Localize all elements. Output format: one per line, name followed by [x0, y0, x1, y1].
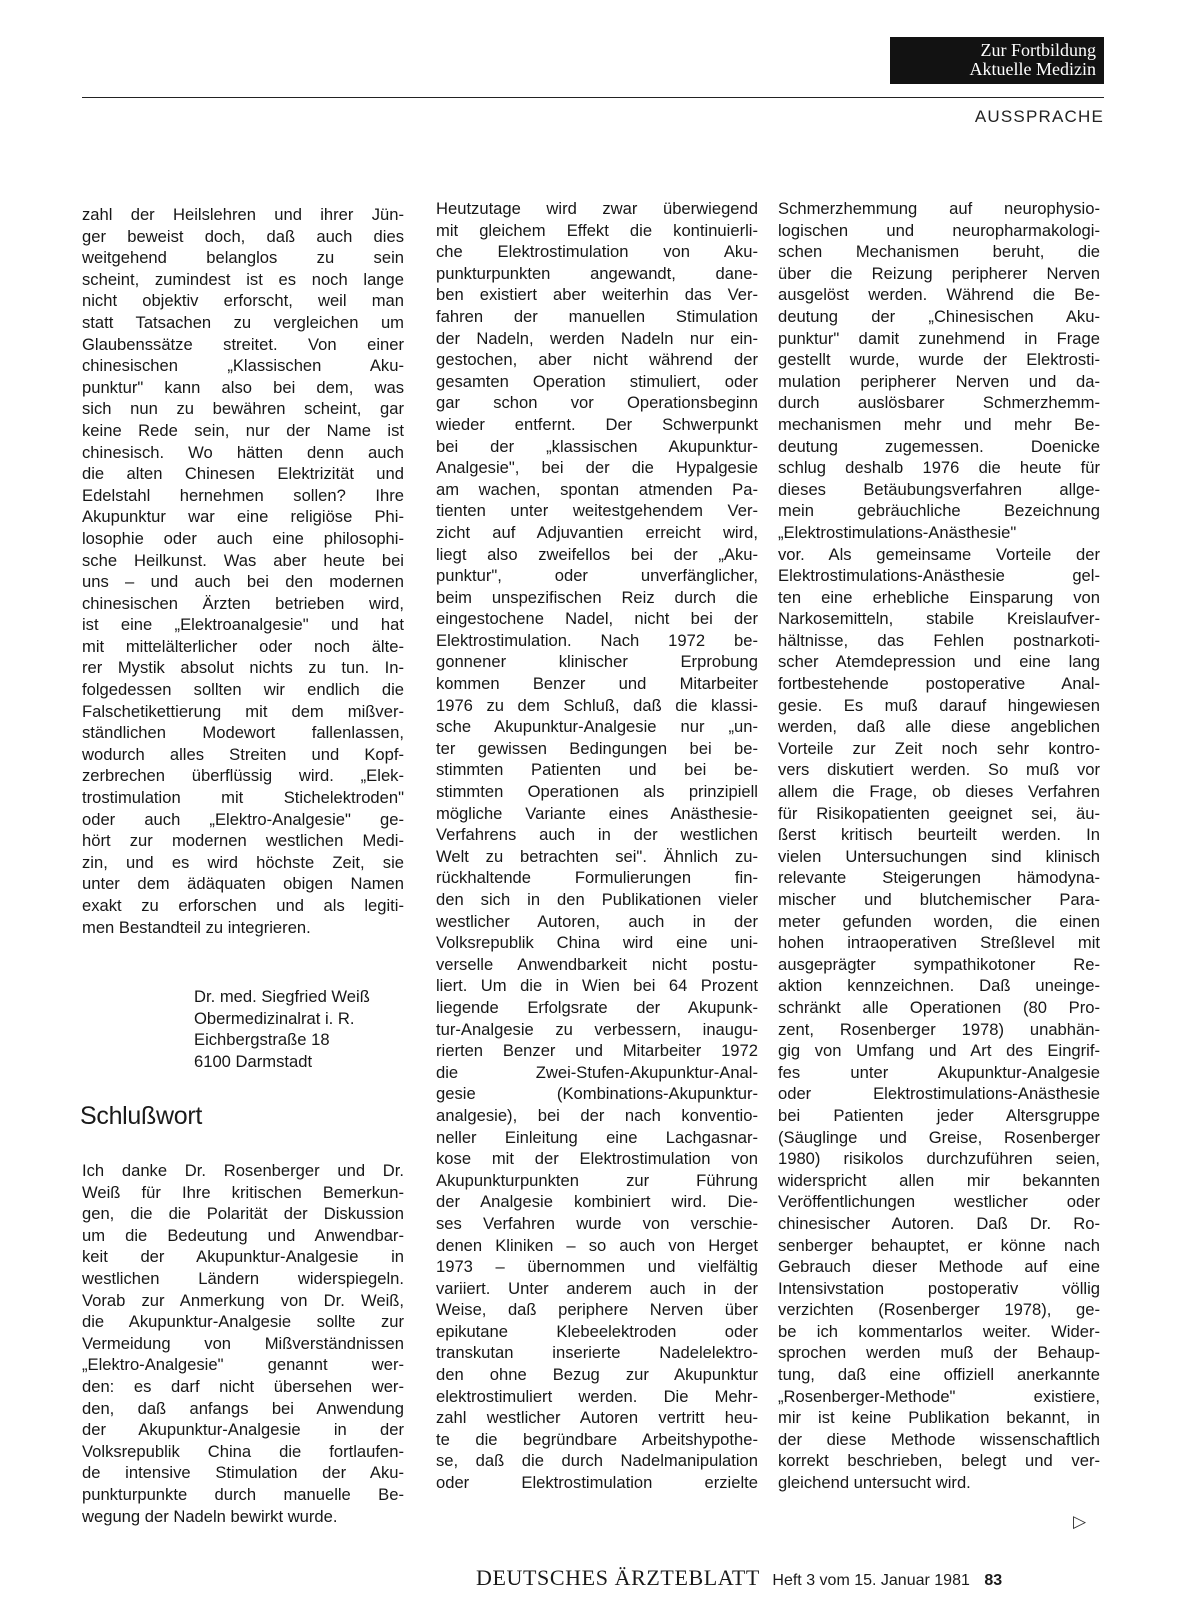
section-tag-line2: Aktuelle Medizin	[969, 59, 1096, 79]
text-line: Veröffentlichungen westlicher oder	[778, 1192, 1100, 1212]
text-line: gesie (Kombinations-Akupunktur-	[436, 1084, 758, 1104]
text-line: Weiß für Ihre kritischen Bemerkun-	[82, 1182, 404, 1202]
text-line: relevante Steigerungen hämodyna-	[778, 868, 1100, 888]
text-line: ßerst kritisch beurteilt werden. In	[778, 825, 1100, 845]
text-line: punktur" damit zunehmend in Frage	[778, 328, 1100, 348]
text-line: den ohne Bezug zur Akupunktur	[436, 1365, 758, 1385]
text-line: (Säuglinge und Greise, Rosenberger	[778, 1127, 1100, 1147]
text-line: trostimulation mit Stichelektroden"	[82, 788, 404, 808]
text-line: sche Akupunktur-Analgesie nur „un-	[436, 717, 758, 737]
text-line: der Akupunktur-Analgesie in der	[82, 1420, 404, 1440]
text-line: chinesischen „Klassischen Aku-	[82, 356, 404, 376]
text-line: westlicher Autoren, auch in der	[436, 911, 758, 931]
text-line: ausgelöst werden. Während die Be-	[778, 285, 1100, 305]
text-line: chinesisch. Wo hätten denn auch	[82, 442, 404, 462]
text-line: die Akupunktur-Analgesie sollte zur	[82, 1312, 404, 1332]
text-line: ausgeprägter sympathikotoner Re-	[778, 954, 1100, 974]
text-line: Welt zu betrachten sei". Ähnlich zu-	[436, 846, 758, 866]
text-line: meter gefunden worden, die einen	[778, 911, 1100, 931]
text-line: vielen Untersuchungen sind klinisch	[778, 846, 1100, 866]
text-line: mögliche Variante eines Anästhesie-	[436, 803, 758, 823]
text-line: mechanismen mehr und mehr Be-	[778, 414, 1100, 434]
header-rule	[82, 97, 1104, 98]
section-tag	[890, 37, 1104, 84]
text-line: men Bestandteil zu integrieren.	[82, 917, 311, 937]
page-number: 83	[984, 1572, 1003, 1589]
text-line: Ich danke Dr. Rosenberger und Dr.	[82, 1161, 404, 1180]
text-line: zent, Rosenberger 1978) unabhän-	[778, 1019, 1100, 1039]
text-line: gesie. Es muß darauf hingewiesen	[778, 695, 1100, 715]
text-line: unter dem ädäquaten obigen Namen	[82, 874, 404, 894]
text-line: statt Tatsachen zu vergleichen um	[82, 312, 404, 332]
text-line: losophie oder auch eine philosophi-	[82, 528, 404, 548]
text-line: mulation peripherer Nerven und da-	[778, 371, 1100, 391]
text-line: tung, daß eine offiziell anerkannte	[778, 1365, 1100, 1385]
text-line: fortbestehende postoperative Anal-	[778, 674, 1100, 694]
text-line: rierten Benzer und Mitarbeiter 1972	[436, 1041, 758, 1061]
text-line: hohen intraoperativen Streßlevel mit	[778, 933, 1100, 953]
text-line: wegung der Nadeln bewirkt wurde.	[82, 1506, 338, 1526]
text-line: gig von Umfang und Art des Eingrif-	[778, 1041, 1100, 1061]
text-line: 1980) risikolos durchzuführen seien,	[778, 1149, 1100, 1169]
text-line: mein gebräuchliche Bezeichnung	[778, 501, 1100, 521]
text-line: gleichend untersucht wird.	[778, 1473, 971, 1493]
text-line: westlichen Ländern widerspiegeln.	[82, 1268, 404, 1288]
text-line: zahl der Heilslehren und ihrer Jün-	[82, 205, 404, 224]
text-line: analgesie), bei der nach konventio-	[436, 1105, 758, 1125]
text-line: stimmten Patienten und bei be-	[436, 760, 758, 780]
text-line: durch auslösbarer Schmerzhemm-	[778, 393, 1100, 413]
text-line: Narkosemitteln, stabile Kreislaufver-	[778, 609, 1100, 629]
text-line: „Elektro-Analgesie" genannt wer-	[82, 1355, 404, 1375]
text-line: am wachen, spontan atmenden Pa-	[436, 479, 758, 499]
signature-street: Eichbergstraße 18	[194, 1030, 330, 1050]
text-line: schlug deshalb 1976 die heute für	[778, 458, 1100, 478]
text-line: bei der „klassischen Akupunktur-	[436, 436, 758, 456]
text-line: de intensive Stimulation der Aku-	[82, 1463, 404, 1483]
text-line: ständlichen Modewort fallenlassen,	[82, 723, 404, 743]
text-line: 1976 zu dem Schluß, daß die klassi-	[436, 695, 758, 715]
text-line: variiert. Unter anderem auch in der	[436, 1278, 758, 1298]
text-line: ist eine „Elektroanalgesie" und hat	[82, 615, 404, 635]
text-line: mit gleichem Effekt die kontinuierli-	[436, 220, 758, 240]
text-line: gar schon vor Operationsbeginn	[436, 393, 758, 413]
text-line: rer Mystik absolut nichts zu tun. In-	[82, 658, 404, 678]
text-line: verzichten (Rosenberger 1978), ge-	[778, 1300, 1100, 1320]
text-line: der Analgesie kombiniert wird. Die-	[436, 1192, 758, 1212]
text-line: tienten unter weitestgehendem Ver-	[436, 501, 758, 521]
text-line: uns – und auch bei den modernen	[82, 572, 404, 592]
text-line: chinesischer Autoren. Daß Dr. Ro-	[778, 1213, 1100, 1233]
text-line: te die begründbare Arbeitshypothe-	[436, 1429, 758, 1449]
closing-heading: Schlußwort	[80, 1102, 203, 1130]
text-line: logischen und neuropharmakologi-	[778, 220, 1100, 240]
text-line: chinesischen Ärzten betrieben wird,	[82, 593, 404, 613]
text-line: beim unspezifischen Reiz durch die	[436, 587, 758, 607]
text-line: wodurch alles Streiten und Kopf-	[82, 744, 404, 764]
text-line: exakt zu erforschen und als legiti-	[82, 896, 404, 915]
text-line: Glaubenssätze streitet. Von einer	[82, 334, 404, 354]
text-line: der Nadeln, werden Nadeln nur ein-	[436, 328, 758, 348]
text-line: punktur", oder unverfänglicher,	[436, 566, 758, 586]
text-line: oder Elektrostimulation erzielte	[436, 1473, 758, 1493]
signature-city: 6100 Darmstadt	[194, 1051, 313, 1071]
text-line: den: es darf nicht übersehen wer-	[82, 1376, 404, 1396]
text-line: Vorteile zur Zeit noch sehr kontro-	[778, 738, 1100, 758]
text-line: liert. Um die in Wien bei 64 Prozent	[436, 976, 758, 996]
text-line: bei Patienten jeder Altersgruppe	[778, 1105, 1100, 1125]
text-line: Edelstahl hernehmen sollen? Ihre	[82, 485, 404, 505]
text-line: nicht objektiv erforscht, weil man	[82, 291, 404, 311]
text-line: be ich kommentarlos weiter. Wider-	[778, 1321, 1100, 1341]
continue-arrow-icon: ▷	[1073, 1512, 1087, 1531]
text-line: zin, und es wird höchste Zeit, sie	[82, 852, 404, 872]
text-line: neller Einleitung eine Lachgasnar-	[436, 1127, 758, 1147]
text-line: weitgehend belanglos zu sein	[82, 248, 404, 268]
text-line: hört zur modernen westlichen Medi-	[82, 831, 404, 851]
text-line: gonnener klinischer Erprobung	[436, 652, 758, 672]
text-line: che Elektrostimulation von Aku-	[436, 242, 758, 262]
text-line: 1973 – übernommen und vielfältig	[436, 1257, 758, 1277]
text-line: oder Elektrostimulations-Anästhesie	[778, 1084, 1100, 1104]
text-line: schränkt alle Operationen (80 Pro-	[778, 997, 1100, 1017]
text-line: se, daß die durch Nadelmanipulation	[436, 1451, 758, 1471]
text-line: Analgesie", bei der die Hypalgesie	[436, 458, 758, 478]
text-line: Falschetikettierung mit dem mißver-	[82, 701, 404, 721]
text-line: Vorab zur Anmerkung von Dr. Weiß,	[82, 1290, 404, 1310]
text-line: gesamten Operation stimuliert, oder	[436, 371, 758, 391]
text-line: gestellt wurde, wurde der Elektrosti-	[778, 350, 1100, 370]
text-line: den, daß anfangs bei Anwendung	[82, 1398, 404, 1418]
text-line: senberger behauptet, er könne nach	[778, 1235, 1100, 1255]
text-line: den sich in den Publikationen vieler	[436, 890, 758, 909]
text-line: ter gewissen Bedingungen bei be-	[436, 738, 758, 758]
text-line: Elektrostimulation. Nach 1972 be-	[436, 630, 758, 650]
text-line: Intensivstation postoperativ völlig	[778, 1278, 1100, 1298]
text-line: sprochen werden muß der Behaup-	[778, 1343, 1100, 1363]
signature	[194, 986, 370, 1072]
text-line: ses Verfahren wurde von verschie-	[436, 1213, 758, 1233]
text-line: gestochen, aber nicht während der	[436, 350, 758, 370]
text-line: Schmerzhemmung auf neurophysio-	[778, 199, 1100, 218]
column-3	[778, 198, 1100, 1494]
text-line: Verfahrens auch in der westlichen	[436, 825, 758, 845]
text-line: ben existiert aber weiterhin das Ver-	[436, 285, 758, 305]
text-line: hältnisse, das Fehlen postnarkoti-	[778, 630, 1100, 650]
text-line: für Risikopatienten geeignet sei, äu-	[778, 803, 1100, 823]
text-line: sich nun zu bewähren scheint, gar	[82, 399, 404, 419]
text-line: fes unter Akupunktur-Analgesie	[778, 1062, 1100, 1082]
text-line: punktur" kann also bei dem, was	[82, 377, 404, 397]
text-line: scher Atemdepression und eine lang	[778, 652, 1100, 672]
text-line: die Zwei-Stufen-Akupunktur-Anal-	[436, 1062, 758, 1082]
text-line: mit mittelälterlicher oder noch älte-	[82, 636, 404, 656]
text-line: Volksrepublik China wird eine uni-	[436, 933, 758, 953]
text-line: allem die Frage, ob dieses Verfahren	[778, 782, 1100, 802]
text-line: zerbrechen überflüssig wird. „Elek-	[82, 766, 404, 786]
text-line: scheint, zumindest ist es noch lange	[82, 269, 404, 289]
text-line: kommen Benzer und Mitarbeiter	[436, 674, 758, 694]
text-line: korrekt beschrieben, belegt und ver-	[778, 1451, 1100, 1471]
text-line: keit der Akupunktur-Analgesie in	[82, 1247, 404, 1267]
text-line: stimmten Operationen als prinzipiell	[436, 782, 758, 802]
text-line: um die Bedeutung und Anwendbar-	[82, 1225, 404, 1245]
text-line: verselle Anwendbarkeit nicht postu-	[436, 954, 758, 974]
text-line: elektrostimuliert werden. Die Mehr-	[436, 1386, 758, 1406]
text-line: Elektrostimulations-Anästhesie gel-	[778, 566, 1100, 586]
text-line: Vermeidung von Mißverständnissen	[82, 1333, 404, 1353]
text-line: liegt also zweifellos bei der „Aku-	[436, 544, 758, 564]
signature-title: Obermedizinalrat i. R.	[194, 1008, 355, 1028]
section-label: AUSSPRACHE	[974, 107, 1104, 126]
text-line: vers diskutiert werden. So muß vor	[778, 760, 1100, 780]
text-line: rückhaltende Formulierungen fin-	[436, 868, 758, 888]
text-line: gen, die die Polarität der Diskussion	[82, 1204, 404, 1224]
text-line: denen Kliniken – so auch von Herget	[436, 1235, 758, 1255]
text-line: liegende Erfolgsrate der Akupunk-	[436, 997, 758, 1017]
text-line: Heutzutage wird zwar überwiegend	[436, 199, 758, 218]
text-line: epikutane Klebeelektroden oder	[436, 1321, 758, 1341]
text-line: die alten Chinesen Elektrizität und	[82, 464, 404, 484]
text-line: eingestochene Nadel, nicht bei der	[436, 609, 758, 629]
text-line: zicht auf Adjuvantien erreicht wird,	[436, 522, 758, 542]
text-line: Volksrepublik China die fortlaufen-	[82, 1441, 404, 1461]
column-2	[436, 198, 758, 1494]
text-line: Gebrauch dieser Methode auf eine	[778, 1257, 1100, 1277]
text-line: deutung der „Chinesischen Aku-	[778, 306, 1100, 326]
text-line: der diese Methode wissenschaftlich	[778, 1429, 1100, 1449]
text-line: fahren der manuellen Stimulation	[436, 306, 758, 326]
text-line: mir ist keine Publikation bekannt, in	[778, 1408, 1100, 1428]
journal-title: DEUTSCHES ÄRZTEBLATT	[476, 1565, 760, 1590]
issue-info: Heft 3 vom 15. Januar 1981	[772, 1572, 970, 1589]
text-line: „Rosenberger-Methode" existiere,	[778, 1386, 1100, 1406]
text-line: deutung zugemessen. Doenicke	[778, 436, 1100, 456]
text-line: oder auch „Elektro-Analgesie" ge-	[82, 809, 404, 829]
text-line: punkturpunkte durch manuelle Be-	[82, 1484, 404, 1504]
text-line: ger beweist doch, daß auch dies	[82, 226, 404, 246]
column-1	[82, 204, 404, 938]
text-line: mischer und blutchemischer Para-	[778, 890, 1100, 909]
text-line: transkutan inserierte Nadelelektro-	[436, 1343, 758, 1363]
text-line: Weise, daß periphere Nerven über	[436, 1300, 758, 1320]
text-line: widerspricht allen mir bekannten	[778, 1170, 1100, 1190]
signature-name: Dr. med. Siegfried Weiß	[194, 987, 370, 1006]
text-line: Akupunktur war eine religiöse Phi-	[82, 507, 404, 527]
text-line: „Elektrostimulations-Anästhesie"	[778, 522, 1017, 542]
text-line: schen Mechanismen beruht, die	[778, 242, 1100, 262]
text-line: werden, daß alle diese angeblichen	[778, 717, 1100, 737]
section-tag-line1: Zur Fortbildung	[980, 40, 1096, 60]
text-line: kose mit der Elektrostimulation von	[436, 1149, 758, 1169]
text-line: wieder entfernt. Der Schwerpunkt	[436, 414, 758, 434]
text-line: punkturpunkten angewandt, dane-	[436, 263, 758, 283]
text-line: ten eine erhebliche Einsparung von	[778, 587, 1100, 607]
text-line: über die Reizung peripherer Nerven	[778, 263, 1100, 283]
text-line: aktion kennzeichnen. Daß uneinge-	[778, 976, 1100, 996]
text-line: folgedessen sollten wir endlich die	[82, 680, 404, 700]
text-line: tur-Analgesie zu verbessern, inaugu-	[436, 1019, 758, 1039]
text-line: Akupunkturpunkten zur Führung	[436, 1170, 758, 1190]
text-line: dieses Betäubungsverfahren allge-	[778, 479, 1100, 499]
text-line: keine Rede sein, nur der Name ist	[82, 420, 404, 440]
text-line: vor. Als gemeinsame Vorteile der	[778, 544, 1100, 564]
text-line: sche Heilkunst. Was aber heute bei	[82, 550, 404, 570]
column-1-closing	[82, 1160, 404, 1527]
text-line: zahl westlicher Autoren vertritt heu-	[436, 1408, 758, 1428]
page-footer	[476, 1565, 1002, 1591]
